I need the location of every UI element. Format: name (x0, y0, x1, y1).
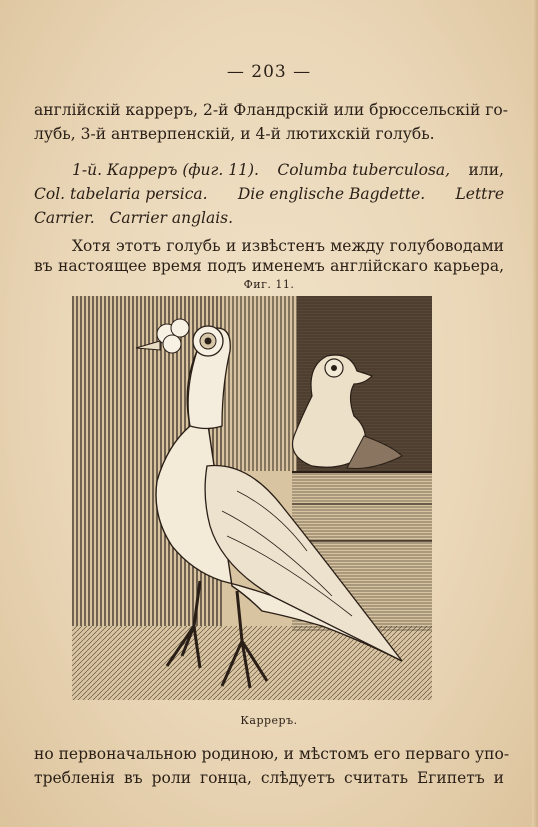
text-line: въ настоящее время подъ именемъ англійскаго карьера, (34, 257, 504, 275)
page-number: — 203 — (226, 62, 312, 82)
text-line: англійскій карреръ, 2-й Фландрскій или брюссельскій го- (34, 101, 508, 119)
conjunction: или, (468, 161, 504, 179)
text-line: требленія въ роли гонца, слѣдуетъ считать Египетъ и (34, 769, 504, 787)
text-line: лубь, 3-й антверпенскій, и 4-й лютихскій голубь. (34, 125, 435, 143)
page-edge (532, 0, 538, 827)
text-line: Хотя этотъ голубь и извѣстенъ между голубоводами (72, 237, 504, 255)
figure-caption: Карреръ. (240, 714, 298, 727)
latin-synonym: Col. tabelaria persica. (34, 185, 208, 203)
entry-line-3: Carrier. Carrier anglais. (34, 209, 234, 227)
carrier-pigeon-engraving (72, 296, 432, 700)
figure-label: Фиг. 11. (243, 278, 295, 291)
latin-name: Columba tuberculosa, (277, 161, 451, 179)
text-line: но первоначальною родиною, и мѣстомъ его перваго упо- (34, 745, 510, 763)
french-name-part: Lettre (455, 185, 504, 203)
entry-heading: 1-й. Карреръ (фиг. 11). (72, 161, 259, 179)
german-name: Die englische Bagdette. (237, 185, 426, 203)
entry-line-1 (72, 160, 504, 180)
entry-line-2 (34, 184, 504, 204)
